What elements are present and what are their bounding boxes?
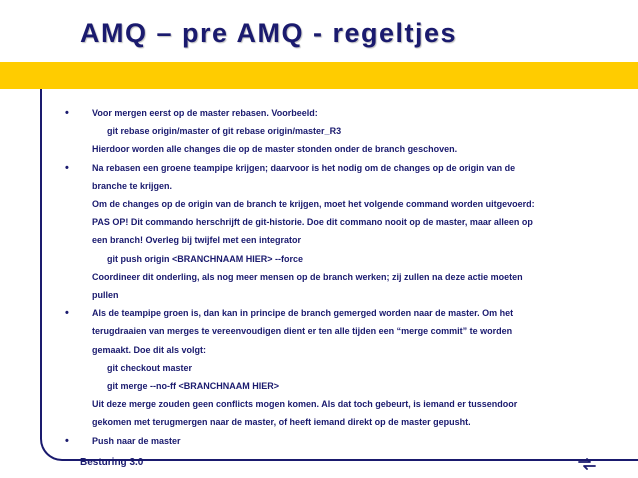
bullet-item: • Na rebasen een groene teampipe krijgen; daarvoor is het nodig om de changes op de origin van de xyxy=(65,159,625,177)
yellow-band xyxy=(0,62,638,89)
command-line: git checkout master xyxy=(107,362,193,373)
continuation-line: Uit deze merge zouden geen conflicts mogen komen. Als dat toch gebeurt, is iemand er tussendoor xyxy=(92,399,518,410)
continuation-line: branche te krijgen. xyxy=(92,180,173,191)
command-line: git merge --no-ff <BRANCHNAAM HIER> xyxy=(107,381,279,392)
continuation-line: gekomen met terugmergen naar de master, of heeft iemand direkt op de master gepusht. xyxy=(92,417,471,428)
command-line: git push origin <BRANCHNAAM HIER> --force xyxy=(107,253,304,264)
continuation-line: terugdraaien van merges te vereenvoudigen dient er ten alle tijden een “merge commit” te worden xyxy=(92,326,513,337)
ns-logo-icon xyxy=(578,458,596,470)
command-line: git rebase origin/master of git rebase origin/master_R3 xyxy=(107,126,342,137)
continuation-line: PAS OP! Dit commando herschrijft de git-historie. Doe dit commano nooit op de master, maar alleen op xyxy=(92,217,533,228)
bullet-item: • Voor mergen eerst op de master rebasen. Voorbeeld: xyxy=(65,104,625,122)
continuation-line: Coordineer dit onderling, als nog meer mensen op de branch werken; zij zullen na deze actie moeten xyxy=(92,271,523,282)
slide-content xyxy=(65,104,625,450)
slide-title: AMQ – pre AMQ - regeltjes xyxy=(80,18,458,48)
bullet-item: • Push naar de master xyxy=(65,432,625,450)
continuation-line: Hierdoor worden alle changes die op de master stonden onder de branch geschoven. xyxy=(92,144,458,155)
footer-label: Besturing 3.0 xyxy=(80,457,144,468)
bullet-item: • Als de teampipe groen is, dan kan in principe de branch gemerged worden naar de master. Om het xyxy=(65,304,625,322)
continuation-line: pullen xyxy=(92,290,119,301)
continuation-line: gemaakt. Doe dit als volgt: xyxy=(92,344,207,355)
continuation-line: een branch! Overleg bij twijfel met een integrator xyxy=(92,235,302,246)
continuation-line: Om de changes op de origin van de branch te krijgen, moet het volgende command worden uitgevoerd: xyxy=(92,199,535,210)
